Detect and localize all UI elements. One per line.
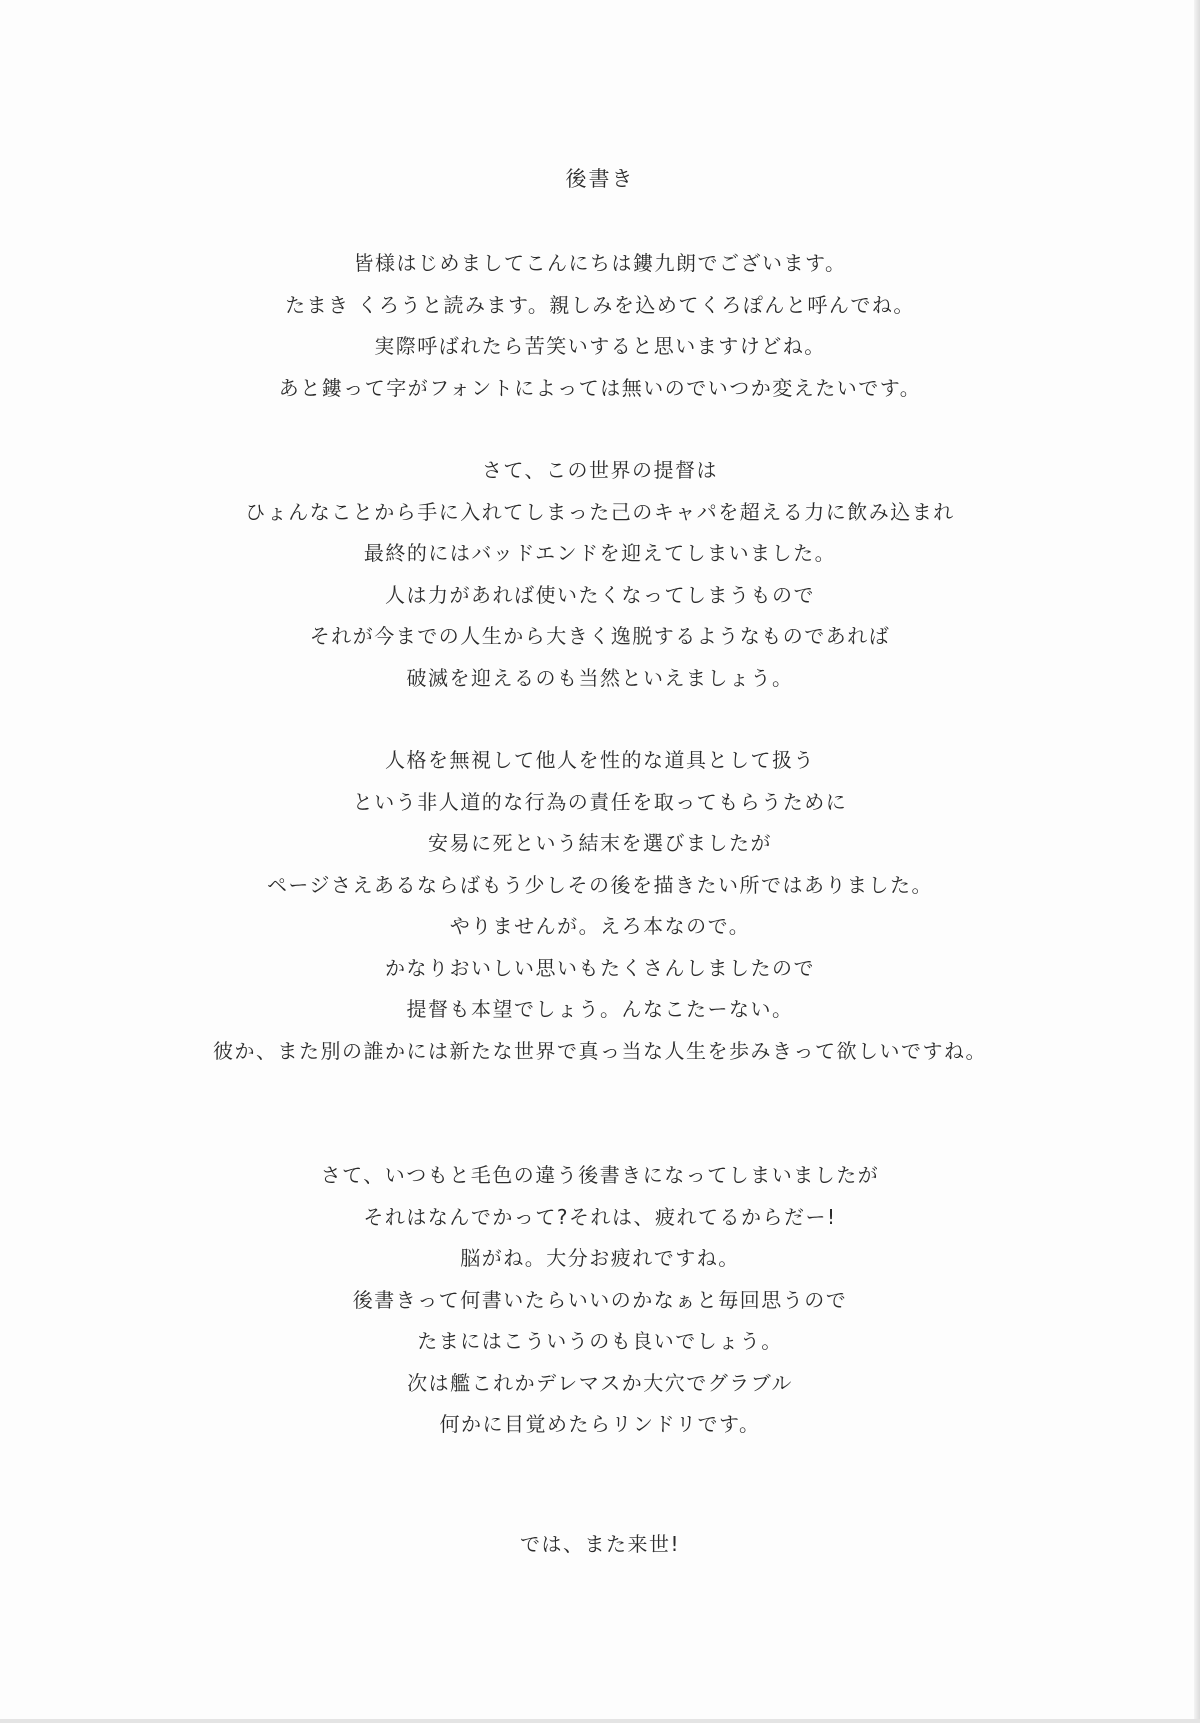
closing-line: では、また来世!	[519, 1532, 681, 1556]
text-line: さて、いつもと毛色の違う後書きになってしまいましたが	[320, 1163, 880, 1187]
paragraph-3	[0, 740, 1200, 1072]
text-line: 次は艦これかデレマスか大穴でグラブル	[407, 1370, 793, 1395]
page-bottom-edge	[0, 1719, 1200, 1723]
text-line: 提督も本望でしょう。んなこたーない。	[406, 997, 794, 1021]
text-line: ページさえあるならばもう少しその後を描きたい所ではありました。	[266, 872, 934, 897]
text-line: それはなんでかって?それは、疲れてるからだー!	[363, 1204, 837, 1229]
text-line: 最終的にはバッドエンドを迎えてしまいました。	[363, 541, 837, 565]
text-line: 脳がね。大分お疲れですね。	[460, 1246, 740, 1270]
text-line: たまき くろうと読みます。親しみを込めてくろぽんと呼んでね。	[285, 292, 915, 317]
text-line: かなりおいしい思いもたくさんしましたので	[385, 955, 815, 980]
text-line: という非人道的な行為の責任を取ってもらうために	[352, 789, 848, 814]
text-line: ひょんなことから手に入れてしまった己のキャパを超える力に飲み込まれ	[245, 499, 955, 524]
text-line: 人は力があれば使いたくなってしまうもので	[385, 582, 815, 607]
text-line: さて、この世界の提督は	[481, 458, 719, 482]
paragraph-2	[0, 450, 1200, 699]
text-line: 後書きって何書いたらいいのかなぁと毎回思うので	[352, 1287, 848, 1312]
text-line: 破滅を迎えるのも当然といえましょう。	[406, 665, 794, 690]
paragraph-1	[0, 243, 1200, 409]
text-line: あと鏤って字がフォントによっては無いのでいつか変えたいです。	[278, 375, 922, 400]
text-line: 皆様はじめましてこんにちは鏤九朗でございます。	[353, 251, 847, 275]
text-line: 何かに目覚めたらリンドリです。	[439, 1412, 761, 1436]
text-line: 彼か、また別の誰かには新たな世界で真っ当な人生を歩みきって欲しいですね。	[213, 1038, 987, 1063]
page-title: 後書き	[565, 167, 635, 191]
text-line: 実際呼ばれたら苦笑いすると思いますけどね。	[374, 334, 826, 358]
text-line: それが今までの人生から大きく逸脱するようなものであれば	[309, 624, 891, 648]
text-line: やりませんが。えろ本なので。	[449, 914, 751, 938]
text-line: 安易に死という結末を選びましたが	[428, 831, 772, 855]
text-line: 人格を無視して他人を性的な道具として扱う	[385, 748, 815, 772]
text-line: たまにはこういうのも良いでしょう。	[417, 1329, 783, 1353]
paragraph-4	[0, 1155, 1200, 1446]
